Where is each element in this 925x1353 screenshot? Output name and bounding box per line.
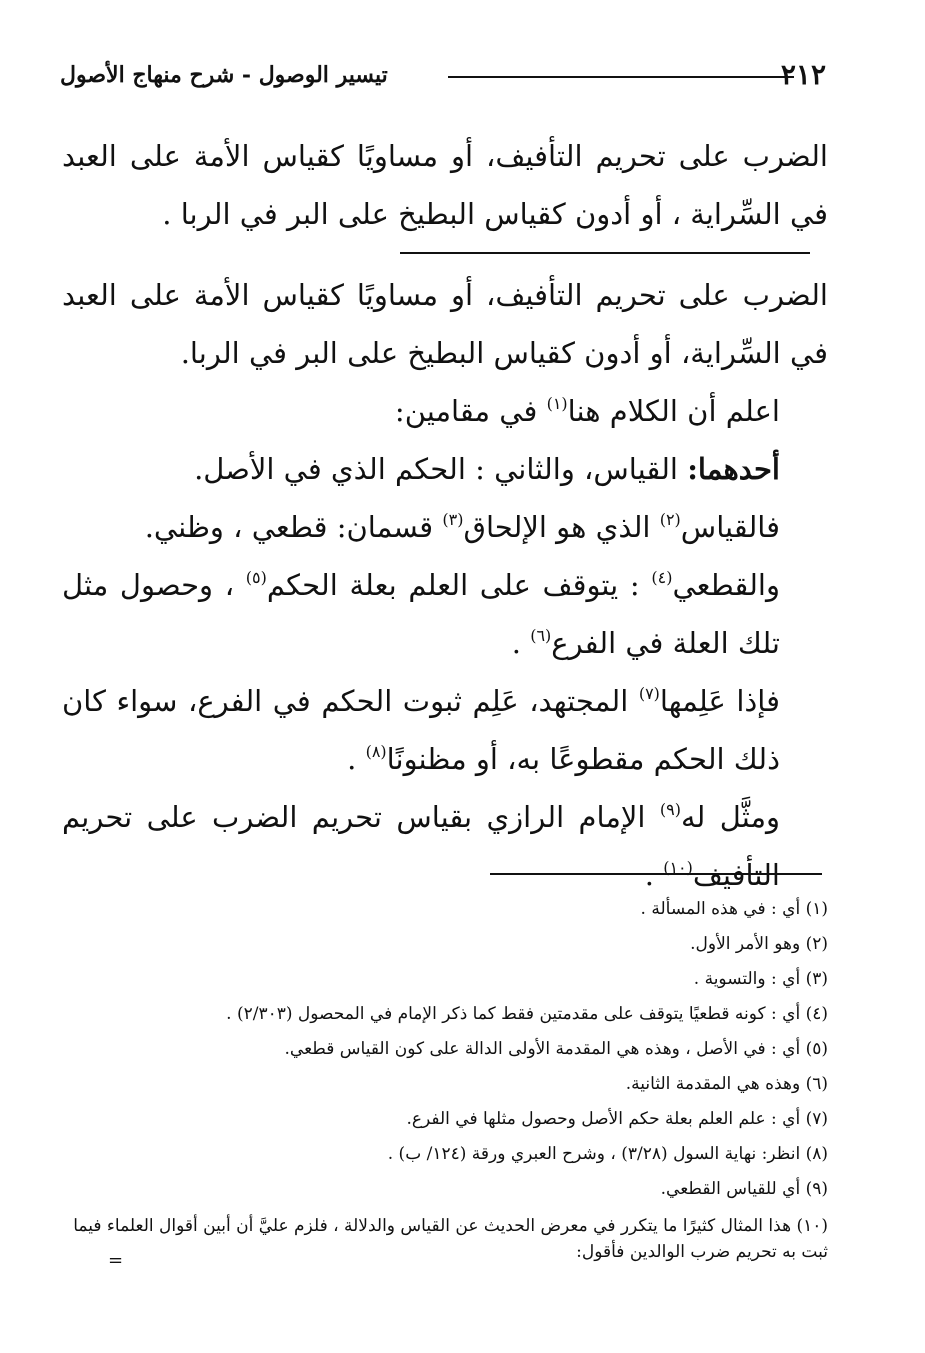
page-header — [60, 58, 826, 98]
text-span: ، وحصول مثل تلك العلة في الفرع — [62, 568, 780, 660]
text-span: في مقامين: — [394, 394, 547, 428]
footnotes — [62, 892, 828, 1265]
footnote-ref-1: (١) — [546, 394, 568, 413]
footnote-2: (٢) وهو الأمر الأول. — [690, 934, 828, 954]
sharh-paragraph-2 — [62, 382, 828, 440]
footnote-4: (٤) أي : كونه قطعيًا يتوقف على مقدمتين فقط كما ذكر الإمام في المحصول (٢/٣٠٣) . — [226, 1004, 828, 1024]
text-span: القياس، والثاني : الحكم الذي في الأصل. — [194, 452, 688, 486]
bold-heading: أحدهما: — [687, 452, 780, 486]
footnote-ref-6: (٦) — [530, 626, 552, 645]
sharh-paragraph-4 — [62, 498, 828, 556]
matn-text: الضرب على تحريم التأفيف، أو مساويًا كقياس الأمة على العبد في السِّراية ، أو أدون كقياس البطيخ على البر في الربا . — [62, 139, 828, 231]
sharh-paragraph-1: الضرب على تحريم التأفيف، أو مساويًا كقياس الأمة على العبد في السِّراية، أو أدون كقياس البطيخ على البر في الربا. — [62, 278, 828, 370]
running-title: تيسير الوصول - شرح منهاج الأصول — [60, 62, 388, 88]
text-span: اعلم أن الكلام هنا — [567, 394, 780, 428]
page-number: ٢١٢ — [780, 58, 826, 91]
footnote-ref-2: (٢) — [659, 510, 681, 529]
footnote-ref-7: (٧) — [638, 684, 660, 703]
text-span: ومثَّل له — [680, 800, 781, 834]
text-span: فالقياس — [680, 510, 780, 544]
footnote-9: (٩) أي للقياس القطعي. — [660, 1179, 828, 1199]
sharh-paragraph-3 — [62, 440, 828, 498]
footnote-7: (٧) أي : علم العلم بعلة حكم الأصل وحصول مثلها في الفرع. — [406, 1109, 828, 1129]
footnote-ref-3: (٣) — [442, 510, 464, 529]
sharh-paragraph-5 — [62, 556, 828, 672]
footnote-5: (٥) أي : في الأصل ، وهذه هي المقدمة الأولى الدالة على كون القياس قطعي. — [284, 1039, 828, 1059]
footnote-ref-8: (٨) — [365, 742, 387, 761]
footnote-separator — [490, 873, 822, 875]
footnote-ref-4: (٤) — [651, 568, 673, 587]
footnote-ref-5: (٥) — [245, 568, 267, 587]
footnote-1: (١) أي : في هذه المسألة . — [640, 899, 828, 919]
text-span: فإذا عَلِمها — [659, 684, 780, 718]
text-span: . — [347, 742, 366, 776]
footnote-6: (٦) وهذه هي المقدمة الثانية. — [625, 1074, 828, 1094]
text-span: المجتهد، عَلِم ثبوت الحكم في الفرع، سواء كان ذلك الحكم مقطوعًا به، أو مظنونًا — [62, 684, 780, 776]
text-span: الذي هو الإلحاق — [463, 510, 660, 544]
text-span: الإمام الرازي بقياس تحريم الضرب على تحريم التأفيف — [62, 800, 780, 892]
matn-separator — [400, 252, 810, 254]
matn-block — [62, 127, 828, 243]
footnote-8: (٨) انظر: نهاية السول (٣/٢٨) ، وشرح العبري ورقة (١٢٤/ ب) . — [387, 1144, 828, 1164]
sharh-paragraph-6 — [62, 672, 828, 788]
footnote-ref-9: (٩) — [659, 800, 681, 819]
text-span: قسمان: قطعي ، وظني. — [144, 510, 443, 544]
footnote-ref-10: (١٠) — [663, 858, 693, 877]
text-span: . — [644, 858, 664, 892]
header-rule — [448, 76, 794, 78]
footnote-3: (٣) أي : والتسوية . — [693, 969, 828, 989]
text-span: والقطعي — [672, 568, 780, 602]
sharh-block — [62, 266, 828, 904]
continuation-mark: = — [108, 1250, 124, 1271]
footnote-10: (١٠) هذا المثال كثيرًا ما يتكرر في معرض الحديث عن القياس والدلالة ، فلزم عليَّ أن أبين أقوال العلماء فيما ثبت به تحريم ضرب الوالدين فأقول: — [73, 1216, 828, 1262]
text-span: : يتوقف على العلم بعلة الحكم — [266, 568, 652, 602]
text-span: . — [511, 626, 531, 660]
sharh-paragraph-7 — [62, 788, 828, 904]
